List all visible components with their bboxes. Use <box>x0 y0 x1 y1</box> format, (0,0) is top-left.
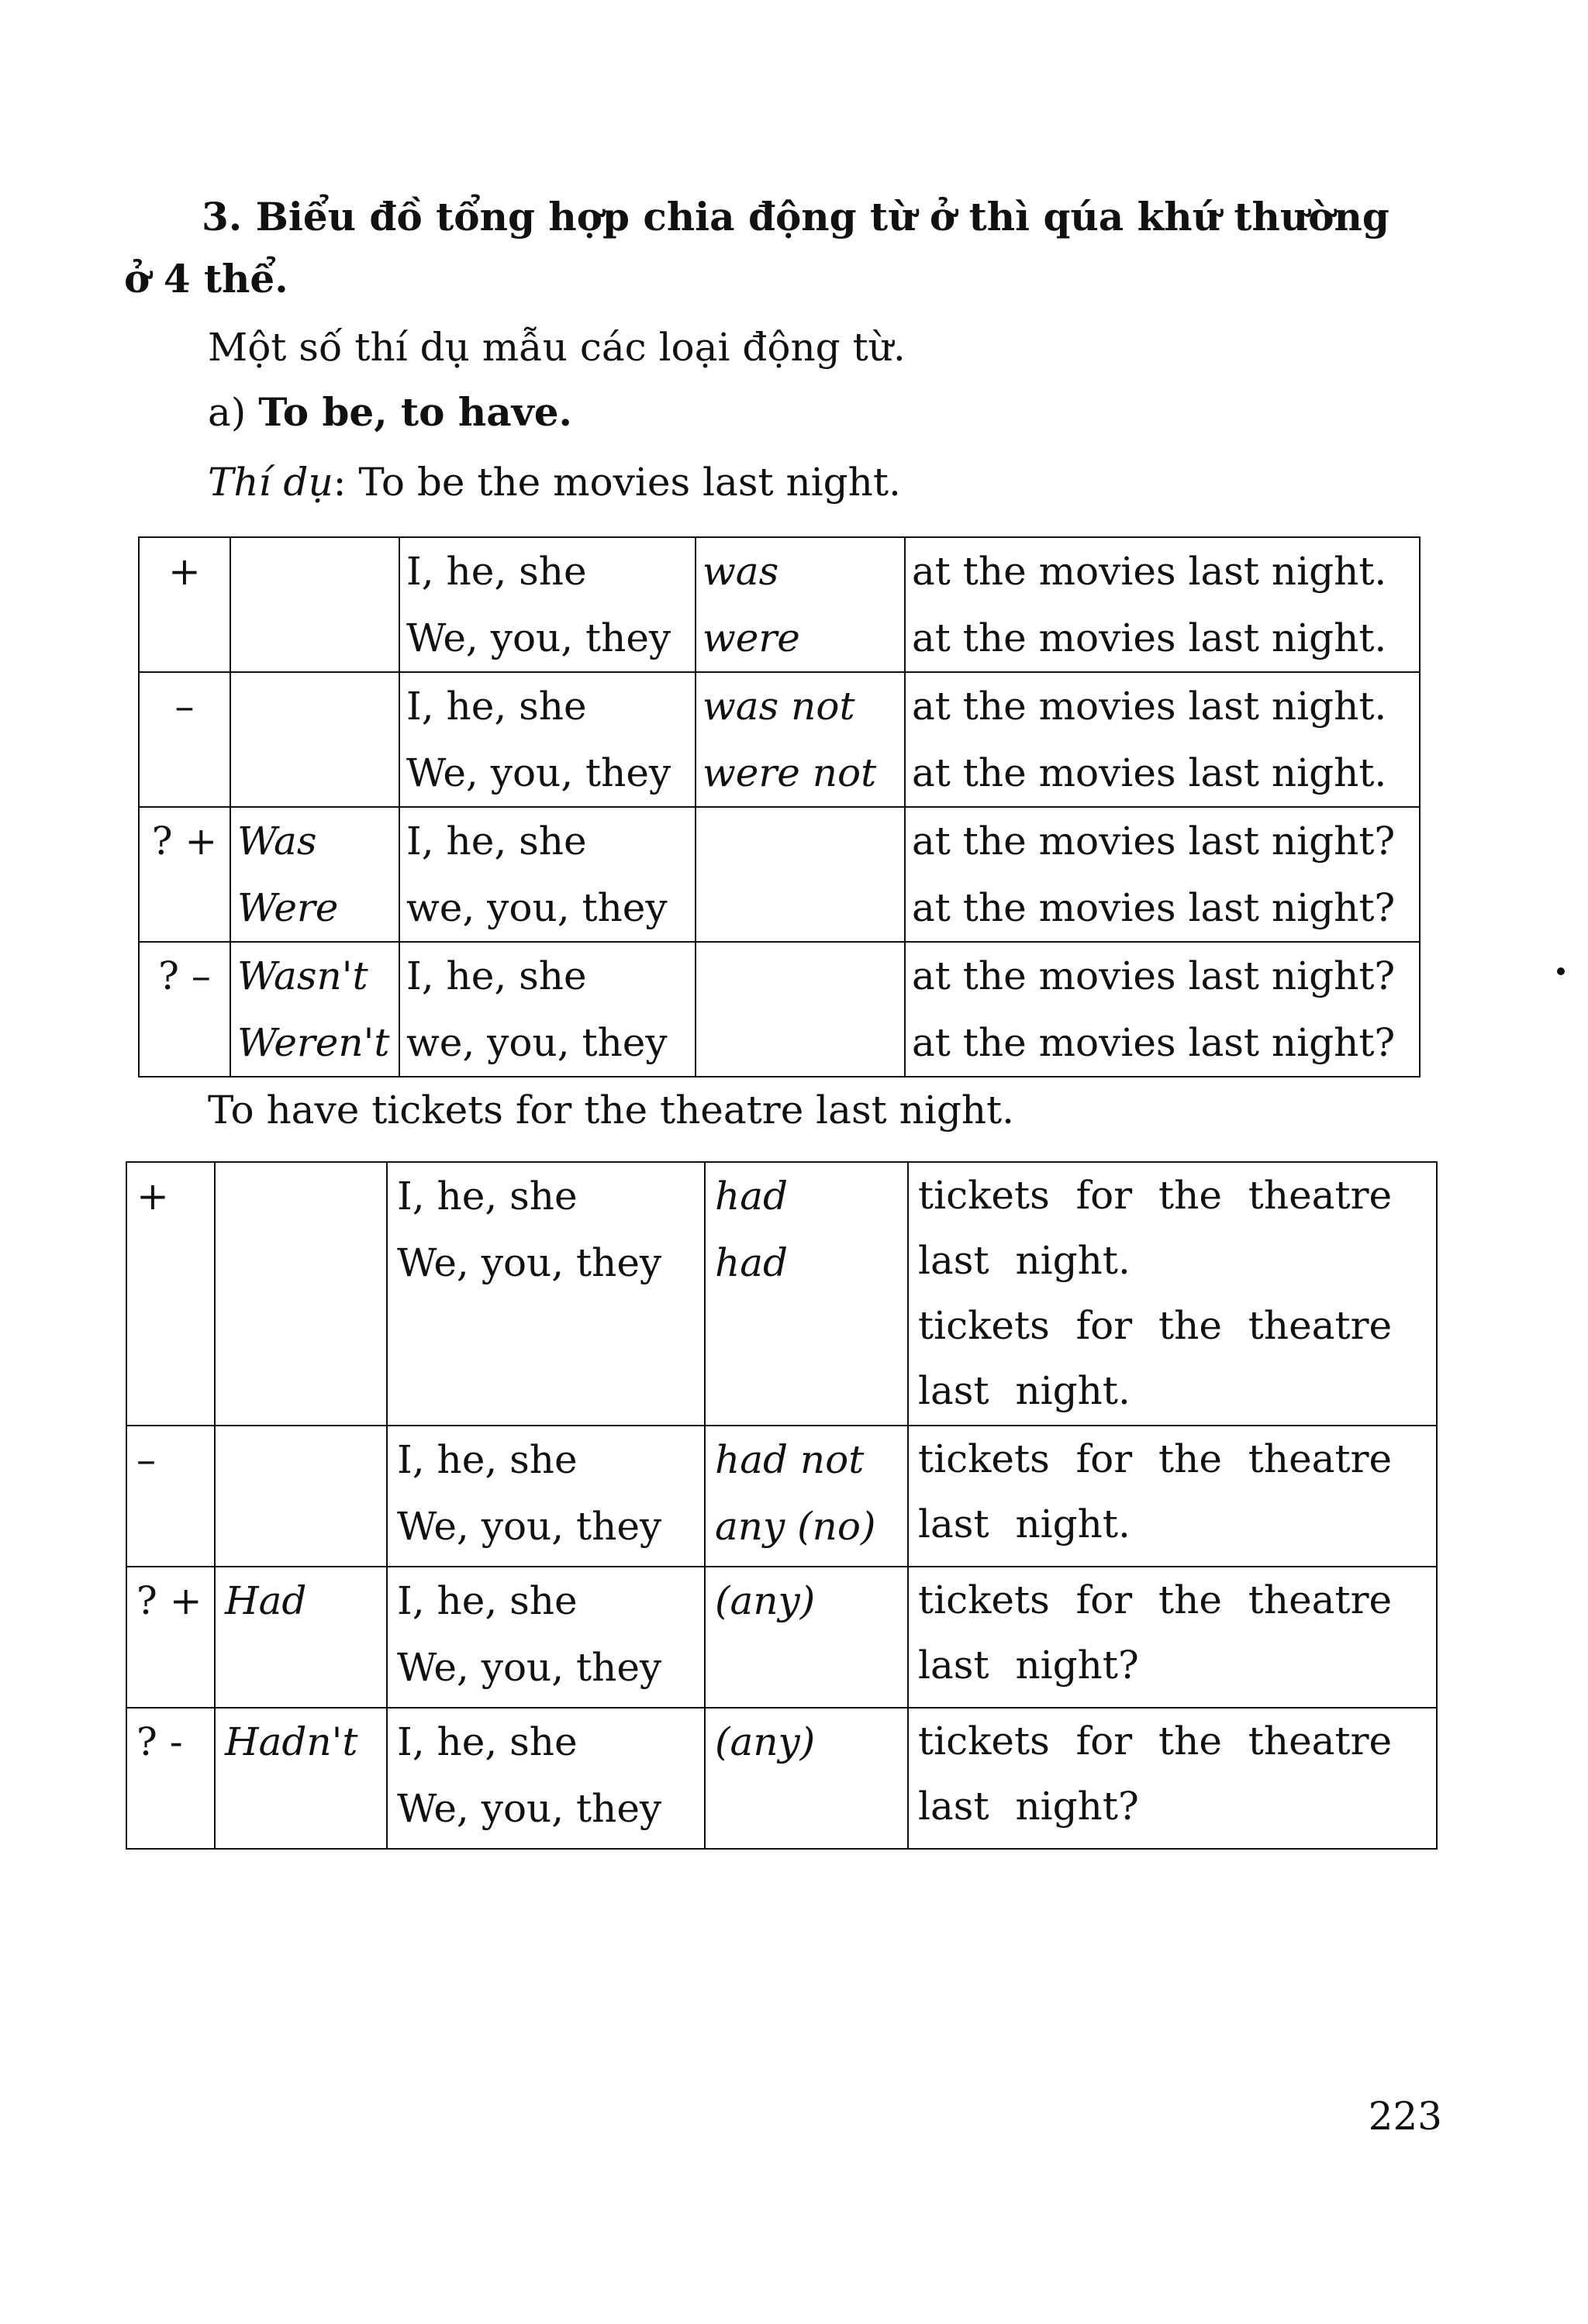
form-symbol: + <box>139 537 230 672</box>
object-cell: tickets for the theatre last night? <box>908 1567 1437 1708</box>
verb-cell: (any) <box>705 1567 908 1708</box>
table-to-be <box>138 536 1421 1078</box>
example-line <box>208 459 901 505</box>
subject-cell: I, he, she We, you, they <box>387 1162 705 1426</box>
subsection-a-title: To be, to have. <box>258 389 572 435</box>
form-symbol: ? – <box>139 942 230 1077</box>
table-row <box>139 537 1420 672</box>
margin-dot <box>1557 967 1565 975</box>
section-heading <box>124 186 1442 310</box>
verb-cell <box>696 807 905 942</box>
example-sep: : <box>333 460 347 505</box>
table-row <box>126 1162 1437 1426</box>
table-row <box>126 1708 1437 1849</box>
subject-cell: I, he, she We, you, they <box>399 672 696 807</box>
form-symbol: + <box>126 1162 215 1426</box>
section-heading-line1: 3. Biểu đồ tổng hợp chia động từ ở thì qúa khứ thường <box>202 194 1390 240</box>
form-symbol: – <box>126 1426 215 1567</box>
aux-cell <box>215 1162 387 1426</box>
subject-cell: I, he, she we, you, they <box>399 807 696 942</box>
object-cell: tickets for the theatre last night. tickets for the theatre last night. <box>908 1162 1437 1426</box>
object-cell: at the movies last night? at the movies last night? <box>905 807 1420 942</box>
subsection-a <box>208 389 572 436</box>
subject-cell: I, he, she We, you, they <box>387 1567 705 1708</box>
subject-cell: I, he, she we, you, they <box>399 942 696 1077</box>
object-cell: at the movies last night? at the movies last night? <box>905 942 1420 1077</box>
verb-cell: (any) <box>705 1708 908 1849</box>
subject-cell: I, he, she We, you, they <box>399 537 696 672</box>
section-heading-line2: ở 4 thể. <box>124 256 288 302</box>
form-symbol: ? + <box>126 1567 215 1708</box>
table-row <box>139 672 1420 807</box>
have-intro-text: To have tickets for the theatre last night. <box>208 1088 1015 1133</box>
verb-cell: was were <box>696 537 905 672</box>
form-symbol: ? + <box>139 807 230 942</box>
table-row <box>139 807 1420 942</box>
table-row <box>126 1426 1437 1567</box>
object-cell: at the movies last night. at the movies last night. <box>905 537 1420 672</box>
table-row <box>139 942 1420 1077</box>
aux-cell <box>230 537 399 672</box>
aux-cell <box>215 1426 387 1567</box>
intro-text: Một số thí dụ mẫu các loại động từ. <box>208 325 906 370</box>
table-row <box>126 1567 1437 1708</box>
subject-cell: I, he, she We, you, they <box>387 1426 705 1567</box>
table-to-have <box>126 1161 1438 1850</box>
example-text: To be the movies last night. <box>346 460 901 505</box>
object-cell: at the movies last night. at the movies last night. <box>905 672 1420 807</box>
verb-cell: had not any (no) <box>705 1426 908 1567</box>
page-number: 223 <box>1368 2094 1442 2139</box>
object-cell: tickets for the theatre last night? <box>908 1708 1437 1849</box>
aux-cell <box>230 672 399 807</box>
aux-cell: Wasn't Weren't <box>230 942 399 1077</box>
subsection-a-prefix: a) <box>208 390 247 435</box>
aux-cell: Had <box>215 1567 387 1708</box>
aux-cell: Hadn't <box>215 1708 387 1849</box>
subject-cell: I, he, she We, you, they <box>387 1708 705 1849</box>
object-cell: tickets for the theatre last night. <box>908 1426 1437 1567</box>
verb-cell: had had <box>705 1162 908 1426</box>
verb-cell: was not were not <box>696 672 905 807</box>
form-symbol: ? - <box>126 1708 215 1849</box>
form-symbol: – <box>139 672 230 807</box>
verb-cell <box>696 942 905 1077</box>
example-label: Thí dụ <box>208 460 333 505</box>
aux-cell: Was Were <box>230 807 399 942</box>
